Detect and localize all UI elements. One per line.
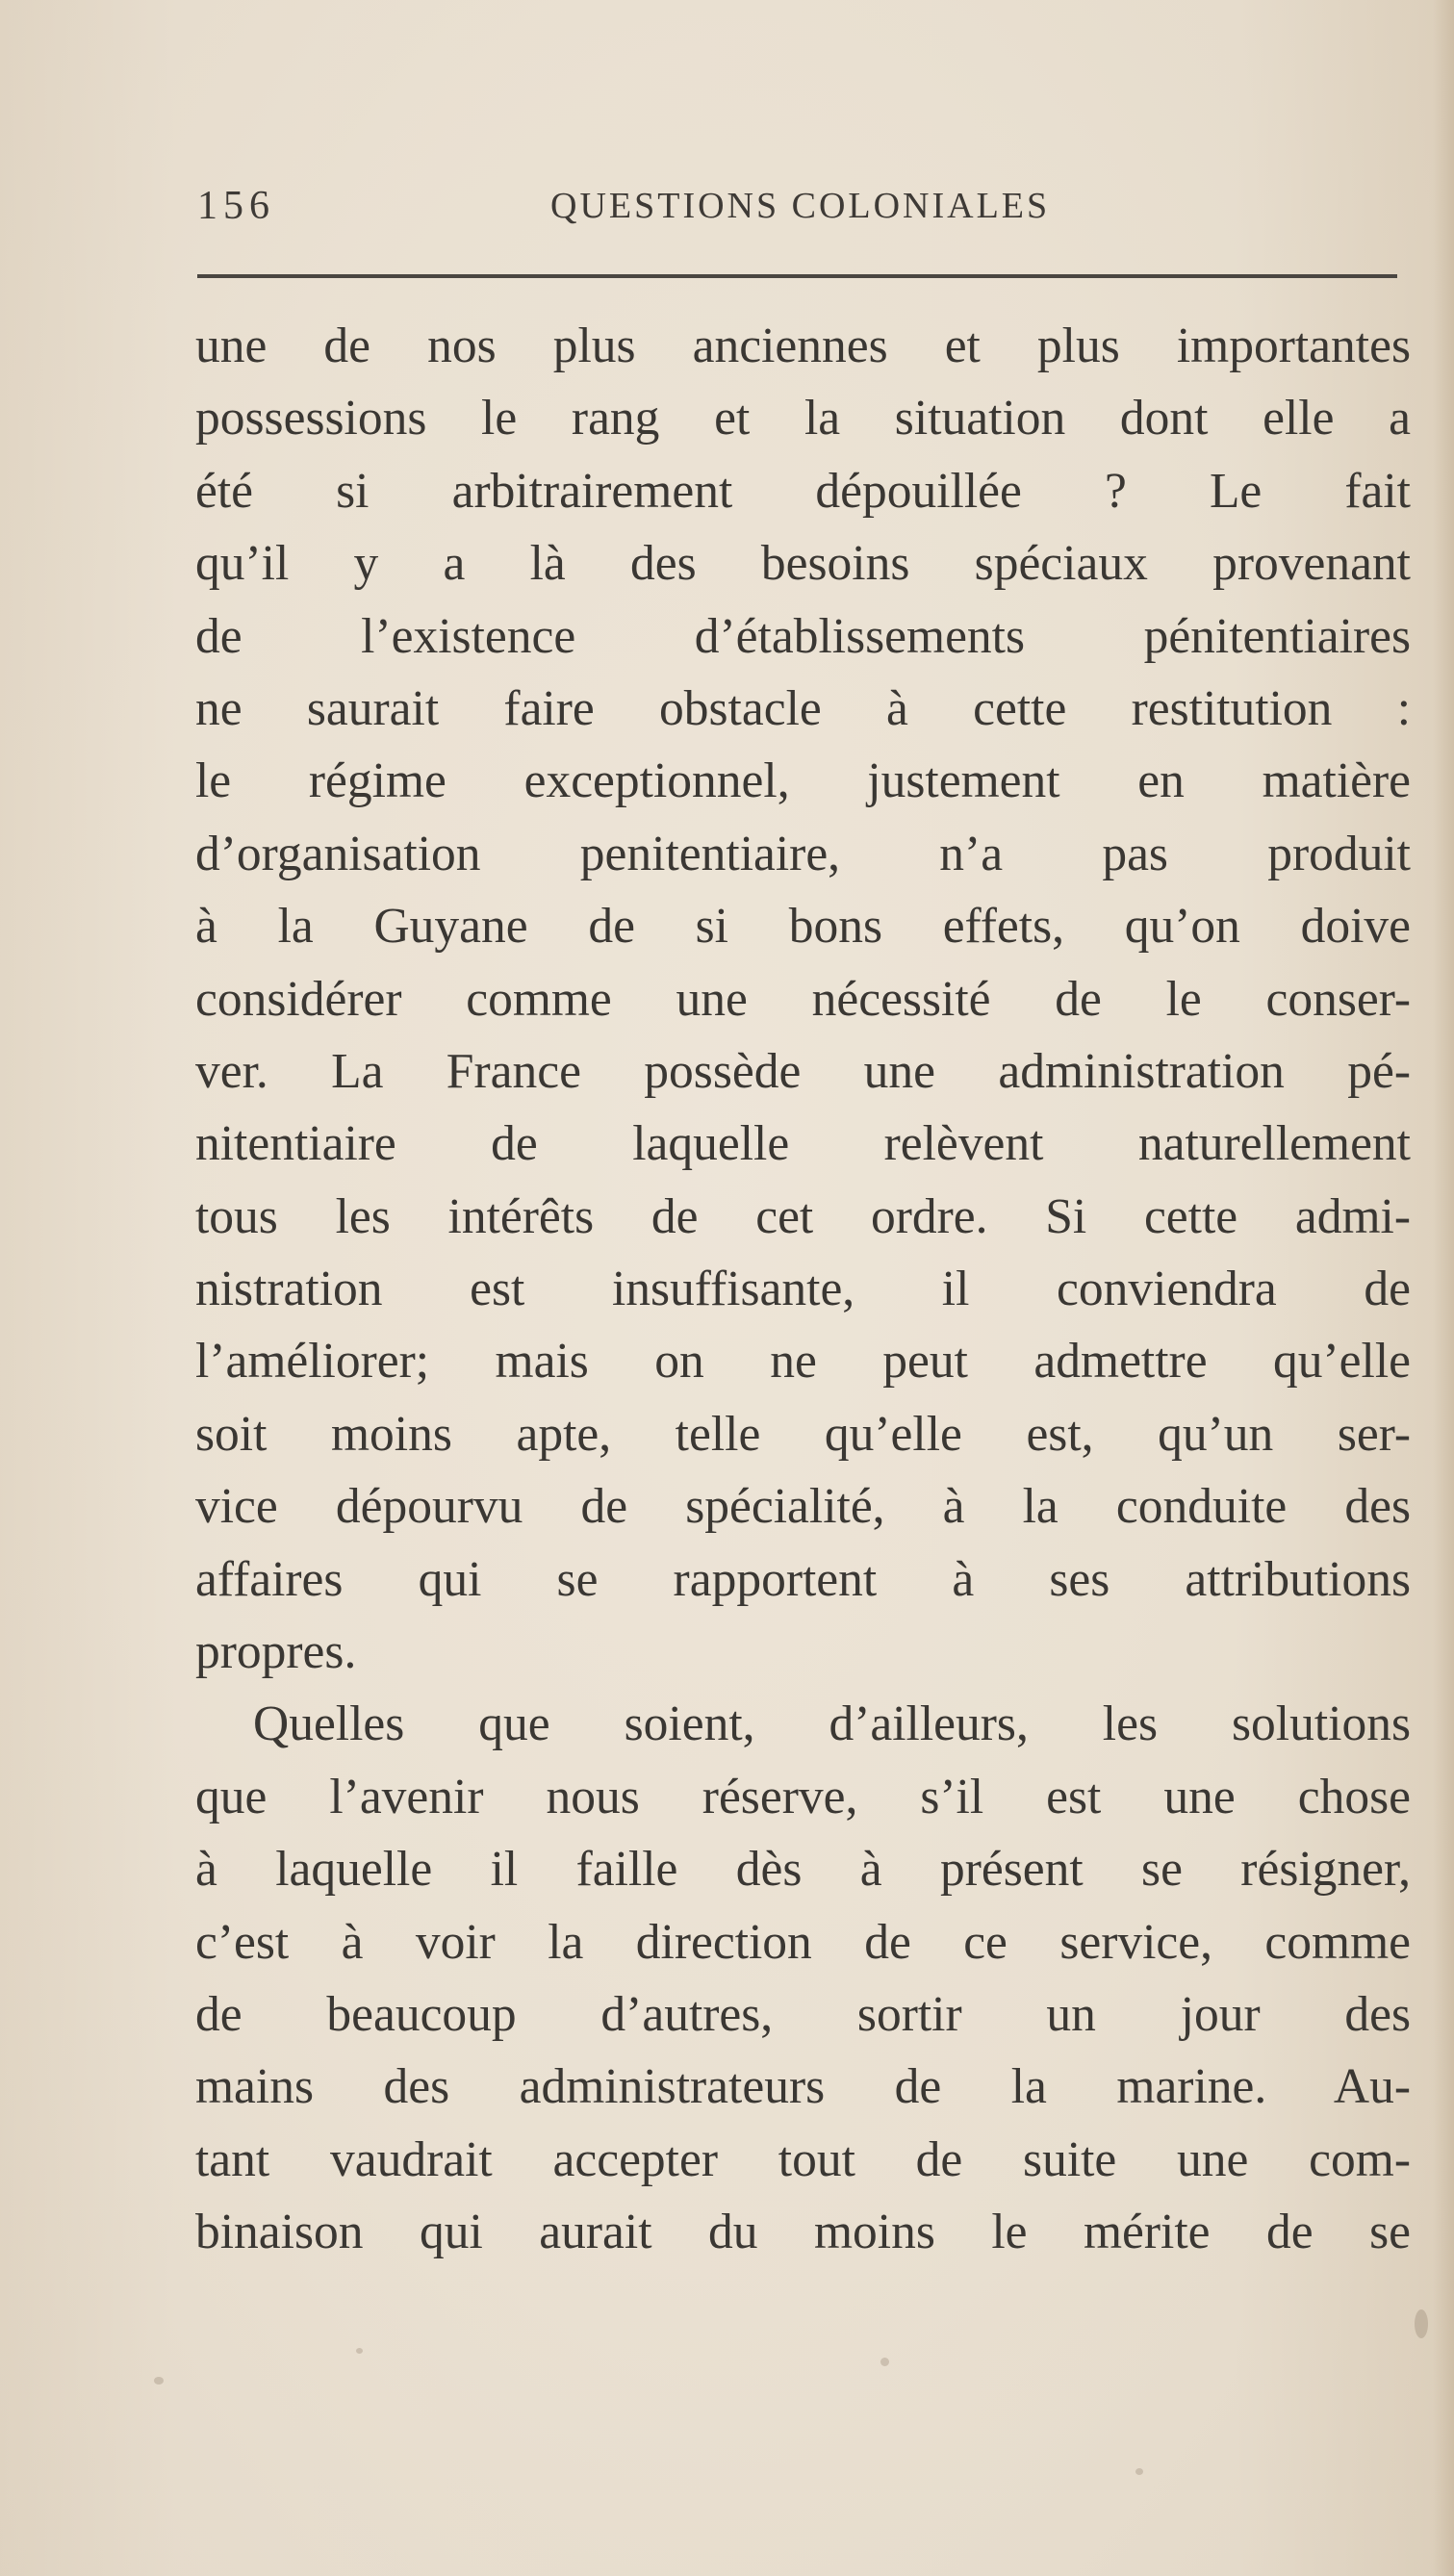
paper-spot [154,2377,164,2385]
text-line: nitentiaire de laquelle relèvent naturellement [195,1116,1411,1172]
text-line: mains des administrateurs de la marine. Au- [195,2059,1411,2115]
running-head [197,183,1400,250]
text-line: considérer comme une nécessité de le conser- [195,971,1411,1027]
text-line: à la Guyane de si bons effets, qu’on doive [195,899,1411,955]
paper-spot [1135,2468,1143,2475]
text-line: d’organisation penitentiaire, n’a pas produit [195,826,1411,881]
text-line: c’est à voir la direction de ce service, comme [195,1914,1411,1970]
text-line-paragraph-end: propres. [195,1624,357,1680]
text-line: qu’il y a là des besoins spéciaux provenant [195,536,1411,592]
text-line: été si arbitrairement dépouillée ? Le fait [195,463,1411,519]
text-line: le régime exceptionnel, justement en matière [195,753,1411,809]
page-number: 156 [197,184,275,228]
text-line: soit moins apte, telle qu’elle est, qu’un ser- [195,1406,1411,1462]
paper-spot [880,2358,889,2366]
header-rule [197,274,1397,278]
text-line: vice dépourvu de spécialité, à la conduite des [195,1479,1411,1535]
body-text [195,310,1411,2269]
paper-spot [356,2348,363,2354]
text-line: affaires qui se rapportent à ses attributions [195,1551,1411,1607]
text-line-paragraph-start: Quelles que soient, d’ailleurs, les solutions [253,1696,1411,1752]
text-line: de l’existence d’établissements pénitentiaires [195,608,1411,664]
text-line: à laquelle il faille dès à présent se résigner, [195,1842,1411,1898]
page-edge-shadow [1433,0,1454,2576]
running-title: QUESTIONS COLONIALES [550,186,1051,226]
text-line: possessions le rang et la situation dont elle a [195,391,1411,446]
text-line: nistration est insuffisante, il conviendra de [195,1262,1411,1317]
text-line: binaison qui aurait du moins le mérite de se [195,2205,1411,2260]
text-line: tant vaudrait accepter tout de suite une com- [195,2131,1411,2187]
paper-spot [1415,2309,1428,2338]
text-line: de beaucoup d’autres, sortir un jour des [195,1986,1411,2042]
text-line: tous les intérêts de cet ordre. Si cette admi- [195,1188,1411,1244]
text-line: une de nos plus anciennes et plus importantes [195,319,1411,373]
text-line: ne saurait faire obstacle à cette restitution : [195,680,1411,736]
text-line: l’améliorer; mais on ne peut admettre qu’elle [195,1334,1411,1390]
text-line: ver. La France possède une administration pé- [195,1043,1411,1099]
text-line: que l’avenir nous réserve, s’il est une chose [195,1769,1411,1824]
